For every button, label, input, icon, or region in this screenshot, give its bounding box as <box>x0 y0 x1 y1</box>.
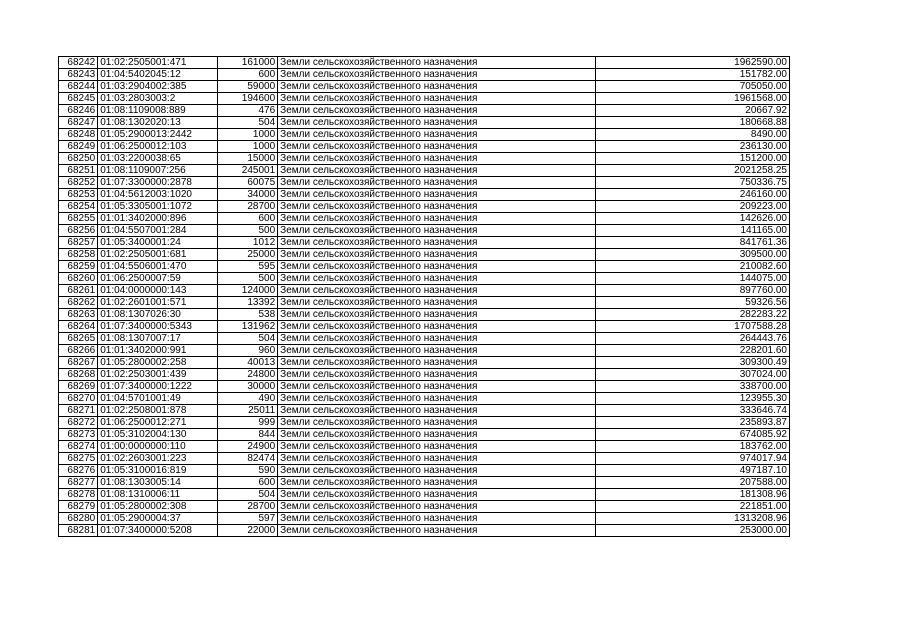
area-cell: 960 <box>217 345 277 357</box>
area-cell: 538 <box>217 309 277 321</box>
land-category-cell: Земли сельскохозяйственного назначения <box>278 417 596 429</box>
cadastral-number-cell: 01:00:0000000:110 <box>98 441 218 453</box>
table-row <box>59 81 790 93</box>
cadastral-number-cell: 01:06:2500012:103 <box>98 141 218 153</box>
table-row <box>59 69 790 81</box>
area-cell: 500 <box>217 225 277 237</box>
cadastral-value-cell: 235893.87 <box>595 417 789 429</box>
table-row <box>59 333 790 345</box>
row-id-cell: 68254 <box>59 201 98 213</box>
cadastral-value-cell: 1962590.00 <box>595 57 789 69</box>
area-cell: 13392 <box>217 297 277 309</box>
cadastral-value-cell: 333646.74 <box>595 405 789 417</box>
cadastral-value-cell: 236130.00 <box>595 141 789 153</box>
cadastral-value-cell: 210082.60 <box>595 261 789 273</box>
cadastral-value-cell: 141165.00 <box>595 225 789 237</box>
area-cell: 124000 <box>217 285 277 297</box>
row-id-cell: 68273 <box>59 429 98 441</box>
cadastral-value-cell: 20667.92 <box>595 105 789 117</box>
table-row <box>59 369 790 381</box>
row-id-cell: 68246 <box>59 105 98 117</box>
land-category-cell: Земли сельскохозяйственного назначения <box>278 237 596 249</box>
cadastral-value-cell: 246160.00 <box>595 189 789 201</box>
cadastral-number-cell: 01:07:3300000:2878 <box>98 177 218 189</box>
land-category-cell: Земли сельскохозяйственного назначения <box>278 525 596 537</box>
row-id-cell: 68271 <box>59 405 98 417</box>
land-category-cell: Земли сельскохозяйственного назначения <box>278 177 596 189</box>
table-row <box>59 441 790 453</box>
cadastral-number-cell: 01:02:2503001:439 <box>98 369 218 381</box>
table-row <box>59 381 790 393</box>
cadastral-value-cell: 142626.00 <box>595 213 789 225</box>
table-row <box>59 177 790 189</box>
cadastral-value-cell: 144075.00 <box>595 273 789 285</box>
area-cell: 161000 <box>217 57 277 69</box>
area-cell: 30000 <box>217 381 277 393</box>
area-cell: 82474 <box>217 453 277 465</box>
area-cell: 600 <box>217 69 277 81</box>
table-row <box>59 249 790 261</box>
area-cell: 245001 <box>217 165 277 177</box>
area-cell: 1000 <box>217 141 277 153</box>
area-cell: 844 <box>217 429 277 441</box>
row-id-cell: 68275 <box>59 453 98 465</box>
row-id-cell: 68249 <box>59 141 98 153</box>
cadastral-value-cell: 497187.10 <box>595 465 789 477</box>
table-body <box>59 57 790 537</box>
row-id-cell: 68256 <box>59 225 98 237</box>
area-cell: 490 <box>217 393 277 405</box>
land-category-cell: Земли сельскохозяйственного назначения <box>278 141 596 153</box>
table-row <box>59 321 790 333</box>
cadastral-number-cell: 01:03:2200038:65 <box>98 153 218 165</box>
cadastral-value-cell: 974017.94 <box>595 453 789 465</box>
land-category-cell: Земли сельскохозяйственного назначения <box>278 441 596 453</box>
table-row <box>59 525 790 537</box>
cadastral-value-cell: 151782.00 <box>595 69 789 81</box>
land-category-cell: Земли сельскохозяйственного назначения <box>278 381 596 393</box>
cadastral-number-cell: 01:05:2800002:258 <box>98 357 218 369</box>
land-category-cell: Земли сельскохозяйственного назначения <box>278 465 596 477</box>
row-id-cell: 68242 <box>59 57 98 69</box>
area-cell: 597 <box>217 513 277 525</box>
cadastral-number-cell: 01:08:1307007:17 <box>98 333 218 345</box>
cadastral-number-cell: 01:05:3100016:819 <box>98 465 218 477</box>
cadastral-number-cell: 01:04:5507001:284 <box>98 225 218 237</box>
row-id-cell: 68270 <box>59 393 98 405</box>
area-cell: 25000 <box>217 249 277 261</box>
cadastral-value-cell: 221851.00 <box>595 501 789 513</box>
table-row <box>59 213 790 225</box>
table-row <box>59 393 790 405</box>
cadastral-value-cell: 180668.88 <box>595 117 789 129</box>
cadastral-value-cell: 750336.75 <box>595 177 789 189</box>
row-id-cell: 68268 <box>59 369 98 381</box>
area-cell: 194600 <box>217 93 277 105</box>
row-id-cell: 68252 <box>59 177 98 189</box>
table-row <box>59 429 790 441</box>
row-id-cell: 68278 <box>59 489 98 501</box>
table-row <box>59 477 790 489</box>
cadastral-number-cell: 01:04:0000000:143 <box>98 285 218 297</box>
area-cell: 25011 <box>217 405 277 417</box>
table-row <box>59 57 790 69</box>
area-cell: 500 <box>217 273 277 285</box>
land-category-cell: Земли сельскохозяйственного назначения <box>278 57 596 69</box>
table-row <box>59 93 790 105</box>
table-row <box>59 105 790 117</box>
row-id-cell: 68280 <box>59 513 98 525</box>
cadastral-value-cell: 123955.30 <box>595 393 789 405</box>
cadastral-number-cell: 01:02:2508001:878 <box>98 405 218 417</box>
land-category-cell: Земли сельскохозяйственного назначения <box>278 213 596 225</box>
land-category-cell: Земли сельскохозяйственного назначения <box>278 477 596 489</box>
row-id-cell: 68267 <box>59 357 98 369</box>
area-cell: 600 <box>217 477 277 489</box>
cadastral-value-cell: 228201.60 <box>595 345 789 357</box>
area-cell: 595 <box>217 261 277 273</box>
land-category-cell: Земли сельскохозяйственного назначения <box>278 165 596 177</box>
cadastral-number-cell: 01:02:2603001:223 <box>98 453 218 465</box>
cadastral-number-cell: 01:08:1109007:256 <box>98 165 218 177</box>
area-cell: 28700 <box>217 201 277 213</box>
row-id-cell: 68259 <box>59 261 98 273</box>
land-category-cell: Земли сельскохозяйственного назначения <box>278 153 596 165</box>
cadastral-number-cell: 01:05:3102004:130 <box>98 429 218 441</box>
cadastral-value-cell: 59326.56 <box>595 297 789 309</box>
row-id-cell: 68247 <box>59 117 98 129</box>
table-row <box>59 513 790 525</box>
table-row <box>59 489 790 501</box>
land-category-cell: Земли сельскохозяйственного назначения <box>278 81 596 93</box>
land-category-cell: Земли сельскохозяйственного назначения <box>278 369 596 381</box>
cadastral-number-cell: 01:04:5402045:12 <box>98 69 218 81</box>
land-category-cell: Земли сельскохозяйственного назначения <box>278 129 596 141</box>
row-id-cell: 68277 <box>59 477 98 489</box>
row-id-cell: 68281 <box>59 525 98 537</box>
cadastral-value-cell: 897760.00 <box>595 285 789 297</box>
row-id-cell: 68261 <box>59 285 98 297</box>
row-id-cell: 68245 <box>59 93 98 105</box>
row-id-cell: 68244 <box>59 81 98 93</box>
cadastral-number-cell: 01:05:2900013:2442 <box>98 129 218 141</box>
land-category-cell: Земли сельскохозяйственного назначения <box>278 453 596 465</box>
row-id-cell: 68255 <box>59 213 98 225</box>
table-row <box>59 237 790 249</box>
table-row <box>59 417 790 429</box>
cadastral-number-cell: 01:08:1302020:13 <box>98 117 218 129</box>
land-category-cell: Земли сельскохозяйственного назначения <box>278 321 596 333</box>
land-plots-table <box>58 56 790 537</box>
land-category-cell: Земли сельскохозяйственного назначения <box>278 105 596 117</box>
table-row <box>59 345 790 357</box>
row-id-cell: 68269 <box>59 381 98 393</box>
cadastral-value-cell: 8490.00 <box>595 129 789 141</box>
cadastral-number-cell: 01:04:5506001:470 <box>98 261 218 273</box>
cadastral-number-cell: 01:02:2601001:571 <box>98 297 218 309</box>
row-id-cell: 68262 <box>59 297 98 309</box>
cadastral-value-cell: 338700.00 <box>595 381 789 393</box>
land-category-cell: Земли сельскохозяйственного назначения <box>278 501 596 513</box>
table-row <box>59 129 790 141</box>
area-cell: 504 <box>217 117 277 129</box>
table-row <box>59 261 790 273</box>
area-cell: 40013 <box>217 357 277 369</box>
cadastral-value-cell: 209223.00 <box>595 201 789 213</box>
land-category-cell: Земли сельскохозяйственного назначения <box>278 261 596 273</box>
land-category-cell: Земли сельскохозяйственного назначения <box>278 489 596 501</box>
cadastral-value-cell: 1313208.96 <box>595 513 789 525</box>
table-row <box>59 153 790 165</box>
row-id-cell: 68272 <box>59 417 98 429</box>
land-category-cell: Земли сельскохозяйственного назначения <box>278 309 596 321</box>
cadastral-number-cell: 01:06:2500012:271 <box>98 417 218 429</box>
cadastral-number-cell: 01:05:3305001:1072 <box>98 201 218 213</box>
cadastral-value-cell: 309300.49 <box>595 357 789 369</box>
cadastral-number-cell: 01:07:3400000:5343 <box>98 321 218 333</box>
area-cell: 28700 <box>217 501 277 513</box>
row-id-cell: 68243 <box>59 69 98 81</box>
cadastral-value-cell: 183762.00 <box>595 441 789 453</box>
area-cell: 59000 <box>217 81 277 93</box>
cadastral-number-cell: 01:02:2505001:681 <box>98 249 218 261</box>
cadastral-value-cell: 282283.22 <box>595 309 789 321</box>
area-cell: 131962 <box>217 321 277 333</box>
cadastral-number-cell: 01:05:2900004:37 <box>98 513 218 525</box>
land-category-cell: Земли сельскохозяйственного назначения <box>278 345 596 357</box>
table-row <box>59 297 790 309</box>
table-row <box>59 501 790 513</box>
cadastral-number-cell: 01:05:2800002:308 <box>98 501 218 513</box>
cadastral-number-cell: 01:02:2505001:471 <box>98 57 218 69</box>
cadastral-value-cell: 705050.00 <box>595 81 789 93</box>
cadastral-number-cell: 01:08:1310006:11 <box>98 489 218 501</box>
row-id-cell: 68266 <box>59 345 98 357</box>
cadastral-number-cell: 01:03:2904002:385 <box>98 81 218 93</box>
area-cell: 24800 <box>217 369 277 381</box>
row-id-cell: 68265 <box>59 333 98 345</box>
area-cell: 590 <box>217 465 277 477</box>
row-id-cell: 68263 <box>59 309 98 321</box>
row-id-cell: 68274 <box>59 441 98 453</box>
cadastral-number-cell: 01:07:3400000:1222 <box>98 381 218 393</box>
table-row <box>59 465 790 477</box>
cadastral-value-cell: 2021258.25 <box>595 165 789 177</box>
cadastral-value-cell: 309500.00 <box>595 249 789 261</box>
cadastral-value-cell: 264443.76 <box>595 333 789 345</box>
area-cell: 504 <box>217 333 277 345</box>
area-cell: 34000 <box>217 189 277 201</box>
cadastral-number-cell: 01:01:3402000:991 <box>98 345 218 357</box>
row-id-cell: 68248 <box>59 129 98 141</box>
cadastral-number-cell: 01:01:3402000:896 <box>98 213 218 225</box>
cadastral-number-cell: 01:04:5612003:1020 <box>98 189 218 201</box>
area-cell: 15000 <box>217 153 277 165</box>
land-category-cell: Земли сельскохозяйственного назначения <box>278 69 596 81</box>
land-category-cell: Земли сельскохозяйственного назначения <box>278 357 596 369</box>
cadastral-number-cell: 01:05:3400001:24 <box>98 237 218 249</box>
table-row <box>59 309 790 321</box>
table-row <box>59 165 790 177</box>
land-category-cell: Земли сельскохозяйственного назначения <box>278 273 596 285</box>
area-cell: 1012 <box>217 237 277 249</box>
land-category-cell: Земли сельскохозяйственного назначения <box>278 249 596 261</box>
table-row <box>59 201 790 213</box>
cadastral-value-cell: 674085.92 <box>595 429 789 441</box>
table-row <box>59 285 790 297</box>
area-cell: 999 <box>217 417 277 429</box>
table-row <box>59 357 790 369</box>
cadastral-number-cell: 01:07:3400000:5208 <box>98 525 218 537</box>
land-category-cell: Земли сельскохозяйственного назначения <box>278 405 596 417</box>
cadastral-value-cell: 151200.00 <box>595 153 789 165</box>
row-id-cell: 68258 <box>59 249 98 261</box>
land-category-cell: Земли сельскохозяйственного назначения <box>278 201 596 213</box>
row-id-cell: 68264 <box>59 321 98 333</box>
cadastral-number-cell: 01:08:1307026:30 <box>98 309 218 321</box>
table-row <box>59 141 790 153</box>
cadastral-number-cell: 01:04:5701001:49 <box>98 393 218 405</box>
land-category-cell: Земли сельскохозяйственного назначения <box>278 285 596 297</box>
cadastral-value-cell: 1707588.28 <box>595 321 789 333</box>
land-category-cell: Земли сельскохозяйственного назначения <box>278 225 596 237</box>
table-row <box>59 117 790 129</box>
table-row <box>59 453 790 465</box>
table-row <box>59 225 790 237</box>
cadastral-value-cell: 181308.96 <box>595 489 789 501</box>
land-category-cell: Земли сельскохозяйственного назначения <box>278 333 596 345</box>
row-id-cell: 68251 <box>59 165 98 177</box>
land-category-cell: Земли сельскохозяйственного назначения <box>278 189 596 201</box>
row-id-cell: 68253 <box>59 189 98 201</box>
land-category-cell: Земли сельскохозяйственного назначения <box>278 393 596 405</box>
land-category-cell: Земли сельскохозяйственного назначения <box>278 297 596 309</box>
row-id-cell: 68276 <box>59 465 98 477</box>
row-id-cell: 68279 <box>59 501 98 513</box>
land-category-cell: Земли сельскохозяйственного назначения <box>278 513 596 525</box>
cadastral-number-cell: 01:03:2803003:2 <box>98 93 218 105</box>
cadastral-value-cell: 307024.00 <box>595 369 789 381</box>
table-row <box>59 405 790 417</box>
cadastral-number-cell: 01:08:1109008:889 <box>98 105 218 117</box>
table-row <box>59 273 790 285</box>
area-cell: 24900 <box>217 441 277 453</box>
cadastral-number-cell: 01:06:2500007:59 <box>98 273 218 285</box>
area-cell: 22000 <box>217 525 277 537</box>
row-id-cell: 68250 <box>59 153 98 165</box>
area-cell: 60075 <box>217 177 277 189</box>
row-id-cell: 68257 <box>59 237 98 249</box>
cadastral-value-cell: 207588.00 <box>595 477 789 489</box>
cadastral-value-cell: 1961568.00 <box>595 93 789 105</box>
document-page <box>58 56 790 537</box>
cadastral-number-cell: 01:08:1303005:14 <box>98 477 218 489</box>
land-category-cell: Земли сельскохозяйственного назначения <box>278 429 596 441</box>
area-cell: 476 <box>217 105 277 117</box>
area-cell: 600 <box>217 213 277 225</box>
row-id-cell: 68260 <box>59 273 98 285</box>
cadastral-value-cell: 841761.36 <box>595 237 789 249</box>
land-category-cell: Земли сельскохозяйственного назначения <box>278 93 596 105</box>
table-row <box>59 189 790 201</box>
land-category-cell: Земли сельскохозяйственного назначения <box>278 117 596 129</box>
area-cell: 1000 <box>217 129 277 141</box>
cadastral-value-cell: 253000.00 <box>595 525 789 537</box>
area-cell: 504 <box>217 489 277 501</box>
